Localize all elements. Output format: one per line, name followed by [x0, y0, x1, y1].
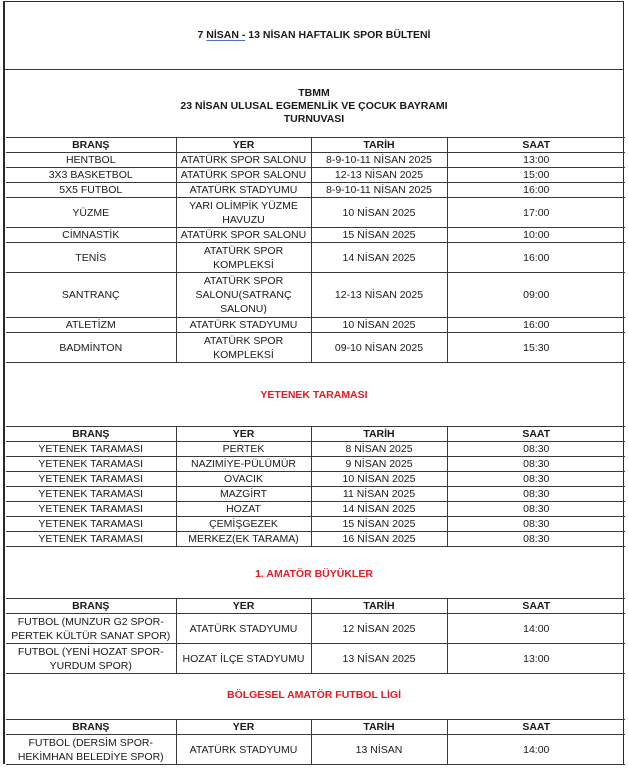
cell-date: 12-13 NİSAN 2025 — [311, 168, 447, 183]
cell-branch: YETENEK TARAMASI — [6, 532, 176, 547]
cell-venue: HOZAT — [176, 502, 311, 517]
table-row — [6, 502, 625, 517]
cell-date: 11 NİSAN 2025 — [311, 487, 447, 502]
cell-venue: MERKEZ(EK TARAMA) — [176, 532, 311, 547]
cell-time: 15:30 — [447, 333, 625, 363]
col-branch: BRANŞ — [6, 138, 176, 153]
col-date: TARİH — [311, 138, 447, 153]
cell-time: 08:30 — [447, 502, 625, 517]
cell-venue: ATATÜRK SPOR SALONU — [176, 153, 311, 168]
cell-date: 8 NİSAN 2025 — [311, 442, 447, 457]
heading-line: TURNUVASI — [283, 112, 345, 125]
cell-venue: ATATÜRK SPOR SALONU — [176, 228, 311, 243]
cell-date: 10 NİSAN 2025 — [311, 318, 447, 333]
cell-date: 15 NİSAN 2025 — [311, 228, 447, 243]
table-row — [6, 644, 625, 674]
sports-bulletin-document — [3, 1, 624, 764]
heading-line: 23 NİSAN ULUSAL EGEMENLİK VE ÇOCUK BAYRAMI — [180, 99, 448, 112]
cell-date: 10 NİSAN 2025 — [311, 198, 447, 228]
bulletin-title — [5, 2, 623, 69]
cell-venue: ATATÜRK STADYUMU — [176, 735, 311, 765]
cell-time: 13:00 — [447, 644, 625, 674]
cell-date: 10 NİSAN 2025 — [311, 472, 447, 487]
cell-venue: NAZIMİYE-PÜLÜMÜR — [176, 457, 311, 472]
table-row — [6, 183, 625, 198]
heading-text: 1. AMATÖR BÜYÜKLER — [255, 567, 373, 580]
table-row — [6, 735, 625, 765]
cell-venue: ÇEMİŞGEZEK — [176, 517, 311, 532]
table-row — [6, 472, 625, 487]
cell-venue: ATATÜRK STADYUMU — [176, 183, 311, 198]
col-branch: BRANŞ — [6, 720, 176, 735]
table-row — [6, 318, 625, 333]
cell-venue: HOZAT İLÇE STADYUMU — [176, 644, 311, 674]
title-underlined: NİSAN - — [206, 29, 246, 41]
title-suffix: 13 NİSAN HAFTALIK SPOR BÜLTENİ — [245, 29, 431, 41]
cell-time: 08:30 — [447, 457, 625, 472]
cell-branch: HENTBOL — [6, 153, 176, 168]
cell-time: 16:00 — [447, 243, 625, 273]
cell-date: 16 NİSAN 2025 — [311, 532, 447, 547]
title-prefix: 7 — [197, 29, 207, 41]
cell-time: 13:00 — [447, 153, 625, 168]
cell-branch: SANTRANÇ — [6, 273, 176, 318]
cell-venue: ATATÜRK STADYUMU — [176, 614, 311, 644]
table-row — [6, 243, 625, 273]
cell-venue: PERTEK — [176, 442, 311, 457]
table-row — [6, 517, 625, 532]
col-date: TARİH — [311, 599, 447, 614]
section-heading-tbmm — [5, 70, 623, 138]
table-row — [6, 198, 625, 228]
table-header-row — [6, 599, 625, 614]
col-branch: BRANŞ — [6, 599, 176, 614]
cell-venue: MAZGİRT — [176, 487, 311, 502]
cell-branch: YETENEK TARAMASI — [6, 472, 176, 487]
table-row — [6, 532, 625, 547]
tbmm-tournament-table — [6, 137, 625, 363]
col-venue: YER — [176, 599, 311, 614]
table-row — [6, 168, 625, 183]
table-header-row — [6, 138, 625, 153]
cell-time: 08:30 — [447, 472, 625, 487]
talent-scan-table — [6, 426, 625, 547]
cell-time: 16:00 — [447, 318, 625, 333]
heading-line: TBMM — [298, 86, 330, 99]
cell-date: 14 NİSAN 2025 — [311, 243, 447, 273]
cell-venue: OVACIK — [176, 472, 311, 487]
col-time: SAAT — [447, 427, 625, 442]
col-time: SAAT — [447, 720, 625, 735]
cell-venue: YARI OLİMPİK YÜZME HAVUZU — [176, 198, 311, 228]
cell-branch: FUTBOL (DERSİM SPOR-HEKİMHAN BELEDİYE SPOR) — [6, 735, 176, 765]
table-header-row — [6, 427, 625, 442]
regional-league-table — [6, 719, 625, 765]
cell-date: 8-9-10-11 NİSAN 2025 — [311, 153, 447, 168]
cell-branch: YETENEK TARAMASI — [6, 517, 176, 532]
col-date: TARİH — [311, 427, 447, 442]
cell-venue: ATATÜRK SPOR KOMPLEKSİ — [176, 333, 311, 363]
cell-time: 08:30 — [447, 517, 625, 532]
cell-time: 08:30 — [447, 442, 625, 457]
cell-branch: YÜZME — [6, 198, 176, 228]
col-venue: YER — [176, 138, 311, 153]
cell-date: 09-10 NİSAN 2025 — [311, 333, 447, 363]
col-date: TARİH — [311, 720, 447, 735]
cell-date: 14 NİSAN 2025 — [311, 502, 447, 517]
cell-branch: ATLETİZM — [6, 318, 176, 333]
table-row — [6, 487, 625, 502]
cell-time: 14:00 — [447, 614, 625, 644]
col-venue: YER — [176, 720, 311, 735]
table-row — [6, 228, 625, 243]
heading-text: BÖLGESEL AMATÖR FUTBOL LİGİ — [226, 689, 402, 701]
cell-venue: ATATÜRK STADYUMU — [176, 318, 311, 333]
amateur-seniors-table — [6, 598, 625, 674]
table-row — [6, 333, 625, 363]
cell-branch: YETENEK TARAMASI — [6, 487, 176, 502]
cell-branch: YETENEK TARAMASI — [6, 502, 176, 517]
cell-venue: ATATÜRK SPOR SALONU — [176, 168, 311, 183]
cell-date: 12-13 NİSAN 2025 — [311, 273, 447, 318]
cell-branch: YETENEK TARAMASI — [6, 442, 176, 457]
section-heading-talent-scan — [5, 364, 623, 427]
cell-time: 08:30 — [447, 532, 625, 547]
cell-date: 9 NİSAN 2025 — [311, 457, 447, 472]
cell-branch: BADMİNTON — [6, 333, 176, 363]
cell-venue: ATATÜRK SPOR SALONU(SATRANÇ SALONU) — [176, 273, 311, 318]
table-row — [6, 442, 625, 457]
table-row — [6, 457, 625, 472]
cell-branch: FUTBOL (YENİ HOZAT SPOR-YURDUM SPOR) — [6, 644, 176, 674]
cell-branch: YETENEK TARAMASI — [6, 457, 176, 472]
table-row — [6, 614, 625, 644]
cell-date: 13 NİSAN — [311, 735, 447, 765]
cell-branch: FUTBOL (MUNZUR G2 SPOR-PERTEK KÜLTÜR SANAT SPOR) — [6, 614, 176, 644]
cell-date: 12 NİSAN 2025 — [311, 614, 447, 644]
cell-venue: ATATÜRK SPOR KOMPLEKSİ — [176, 243, 311, 273]
table-row — [6, 273, 625, 318]
col-time: SAAT — [447, 599, 625, 614]
table-header-row — [6, 720, 625, 735]
table-row — [6, 153, 625, 168]
cell-branch: 3X3 BASKETBOL — [6, 168, 176, 183]
cell-branch: TENİS — [6, 243, 176, 273]
col-venue: YER — [176, 427, 311, 442]
cell-date: 13 NİSAN 2025 — [311, 644, 447, 674]
col-branch: BRANŞ — [6, 427, 176, 442]
cell-time: 16:00 — [447, 183, 625, 198]
cell-time: 08:30 — [447, 487, 625, 502]
cell-time: 15:00 — [447, 168, 625, 183]
cell-time: 10:00 — [447, 228, 625, 243]
col-time: SAAT — [447, 138, 625, 153]
cell-date: 8-9-10-11 NİSAN 2025 — [311, 183, 447, 198]
cell-time: 17:00 — [447, 198, 625, 228]
cell-time: 14:00 — [447, 735, 625, 765]
cell-branch: 5X5 FUTBOL — [6, 183, 176, 198]
cell-time: 09:00 — [447, 273, 625, 318]
section-heading-regional-league — [5, 671, 623, 720]
heading-text: YETENEK TARAMASI — [260, 389, 368, 401]
cell-date: 15 NİSAN 2025 — [311, 517, 447, 532]
section-heading-amateur-seniors — [5, 549, 623, 599]
cell-branch: CİMNASTİK — [6, 228, 176, 243]
